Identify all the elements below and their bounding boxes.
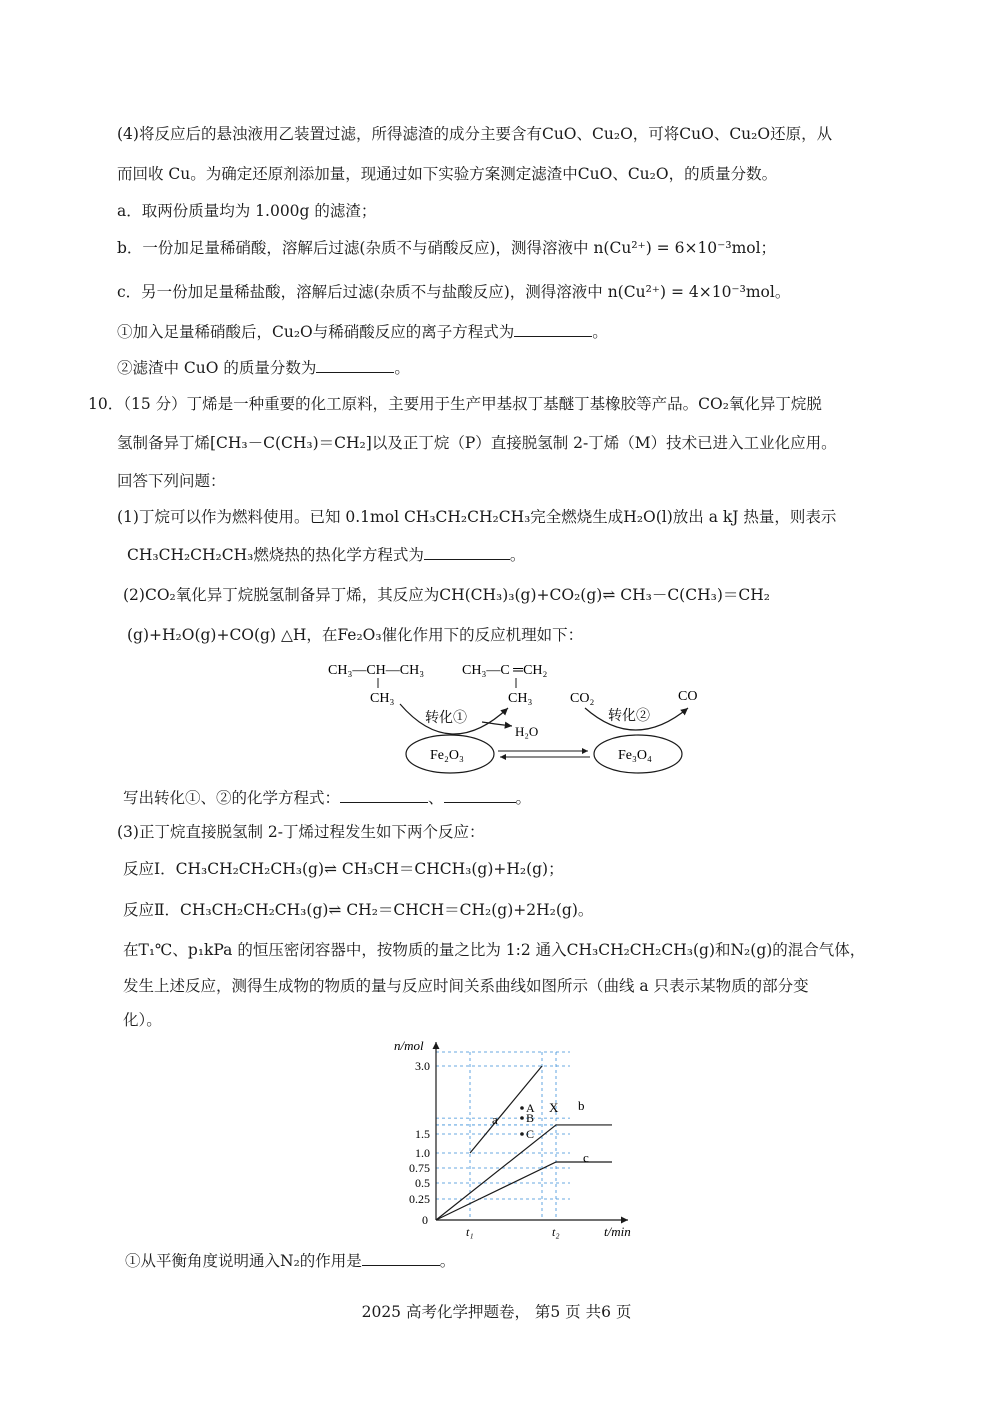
q4-sub2-end: 。: [394, 359, 410, 377]
x-tick-label: t₂: [552, 1225, 560, 1239]
q10-p2-line1: (2)CO₂氧化异丁烷脱氢制备异丁烯，其反应为CH(CH₃)₃(g)+CO₂(g)⇌ CH₃－C(CH₃)＝CH₂: [123, 586, 770, 604]
marker-point-C: [520, 1132, 524, 1136]
y-tick-label: 3.0: [415, 1059, 430, 1073]
mole-time-chart: [380, 1030, 650, 1245]
co2-reactant: CO₂: [570, 691, 595, 706]
y-tick-label: 1.5: [415, 1127, 430, 1141]
y-tick-label: 0.25: [409, 1192, 430, 1206]
fe3o4-label: Fe₃O₄: [618, 748, 652, 763]
origin-label: 0: [422, 1213, 428, 1227]
x-tick-label: t₁: [466, 1225, 474, 1239]
series-label-c: c: [583, 1150, 589, 1165]
q10-p2-ask-text: 写出转化①、②的化学方程式：: [123, 789, 341, 807]
q4-intro-line2: 而回收 Cu。为确定还原剂添加量，现通过如下实验方案测定滤渣中CuO、Cu₂O，的质量分数。: [117, 165, 778, 183]
reaction-mechanism-diagram: [320, 652, 720, 782]
marker-label-A: A: [526, 1101, 535, 1115]
q10-p3-condition-line3: 化）。: [123, 1011, 162, 1029]
q10-head-line1: 10．（15 分）丁烯是一种重要的化工原料，主要用于生产甲基叔丁基醚丁基橡胶等产品。CO₂氧化异丁烷脱: [88, 395, 822, 413]
q10-p1-end: 。: [509, 546, 526, 564]
marker-point-A: [520, 1106, 524, 1110]
answer-blank[interactable]: [362, 1251, 440, 1266]
q10-p2-end: 。: [515, 789, 532, 807]
answer-blank[interactable]: [424, 545, 510, 560]
q4-step-c: c．另一份加足量稀盐酸，溶解后过滤(杂质不与盐酸反应)，测得溶液中 n(Cu²⁺) = 4×10⁻³mol。: [117, 283, 791, 301]
reaction-1: 反应Ⅰ．CH₃CH₂CH₂CH₃(g)⇌ CH₃CH＝CHCH₃(g)+H₂(g)；: [123, 860, 564, 878]
q10-p3-condition-line1: 在T₁℃、p₁kPa 的恒压密闭容器中，按物质的量之比为 1:2 通入CH₃CH₂CH₂CH₃(g)和N₂(g)的混合气体，: [123, 941, 866, 959]
q10-p1-line1: (1)丁烷可以作为燃料使用。已知 0.1mol CH₃CH₂CH₂CH₃完全燃烧生成H₂O(l)放出 a kJ 热量，则表示: [117, 508, 837, 526]
q10-p2-line2: (g)+H₂O(g)+CO(g) △H，在Fe₂O₃催化作用下的反应机理如下：: [127, 626, 584, 644]
y-axis-label: n/mol: [394, 1038, 424, 1053]
q4-step-a: a．取两份质量均为 1.000g 的滤渣；: [117, 202, 377, 220]
q10-head-line3: 回答下列问题：: [117, 472, 226, 490]
isobutane-bottom: CH₃: [370, 691, 395, 706]
marker-label-B: B: [526, 1111, 535, 1125]
answer-blank[interactable]: [514, 322, 592, 337]
q10-p3-line1: (3)正丁烷直接脱氢制 2-丁烯过程发生如下两个反应：: [117, 823, 485, 841]
y-tick-label: 0.75: [409, 1161, 430, 1175]
answer-blank[interactable]: [316, 358, 394, 373]
q10-p3-condition-line2: 发生上述反应，测得生成物的物质的量与反应时间关系曲线如图所示（曲线 a 只表示某物质的部分变: [123, 977, 809, 995]
annotation-x: X: [549, 1100, 559, 1115]
series-label-b: b: [578, 1098, 585, 1113]
marker-label-C: C: [526, 1127, 535, 1141]
q10-p3-q1: [125, 1251, 455, 1271]
q10-p1-line2: [127, 545, 525, 565]
answer-blank[interactable]: [444, 788, 516, 803]
q4-sub1-end: 。: [592, 323, 608, 341]
water-product: H₂O: [515, 724, 539, 739]
q4-sub2-text: ②滤渣中 CuO 的质量分数为: [117, 359, 317, 377]
y-tick-label: 0.5: [415, 1176, 430, 1190]
reaction-2: 反应Ⅱ．CH₃CH₂CH₂CH₃(g)⇌ CH₂＝CHCH＝CH₂(g)+2H₂(g)。: [123, 901, 594, 919]
q4-sub2: [117, 358, 410, 378]
q4-step-b: b．一份加足量稀硝酸，溶解后过滤(杂质不与硝酸反应)，测得溶液中 n(Cu²⁺) = 6×10⁻³mol；: [117, 239, 777, 257]
q10-p2-ask: [123, 788, 531, 808]
series-line-b: [436, 1125, 612, 1220]
conversion-2-label: 转化②: [608, 709, 650, 724]
conversion-1-label: 转化①: [425, 711, 467, 726]
page-footer: 2025 高考化学押题卷， 第5 页 共6 页: [361, 1303, 632, 1321]
answer-blank[interactable]: [340, 788, 428, 803]
series-line-c: [436, 1162, 612, 1220]
isobutene-top: CH₃—C ═CH₂: [462, 663, 548, 678]
q10-p3-q1-text: ①从平衡角度说明通入N₂的作用是: [125, 1252, 362, 1270]
q4-intro-line1: (4)将反应后的悬浊液用乙装置过滤，所得滤渣的成分主要含有CuO、Cu₂O，可将CuO、Cu₂O还原，从: [117, 125, 833, 143]
co-product: CO: [678, 689, 698, 704]
q10-head-line2: 氢制备异丁烯[CH₃－C(CH₃)＝CH₂]以及正丁烷（P）直接脱氢制 2-丁烯（M）技术已进入工业化应用。: [117, 434, 837, 452]
q10-p1-line2-text: CH₃CH₂CH₂CH₃燃烧热的热化学方程式为: [127, 546, 424, 564]
y-tick-label: 1.0: [415, 1146, 430, 1160]
q4-sub1: [117, 322, 608, 342]
x-axis-label: t/min: [604, 1224, 631, 1239]
series-label-a: a: [492, 1112, 498, 1127]
marker-point-B: [520, 1116, 524, 1120]
q4-sub1-text: ①加入足量稀硝酸后，Cu₂O与稀硝酸反应的离子方程式为: [117, 323, 515, 341]
isobutane-top: CH₃—CH—CH₃: [328, 663, 425, 678]
fe2o3-label: Fe₂O₃: [430, 748, 464, 763]
q10-p2-sep: 、: [428, 789, 444, 807]
isobutene-bottom: CH₃: [508, 691, 533, 706]
q10-p3-q1-end: 。: [439, 1252, 456, 1270]
